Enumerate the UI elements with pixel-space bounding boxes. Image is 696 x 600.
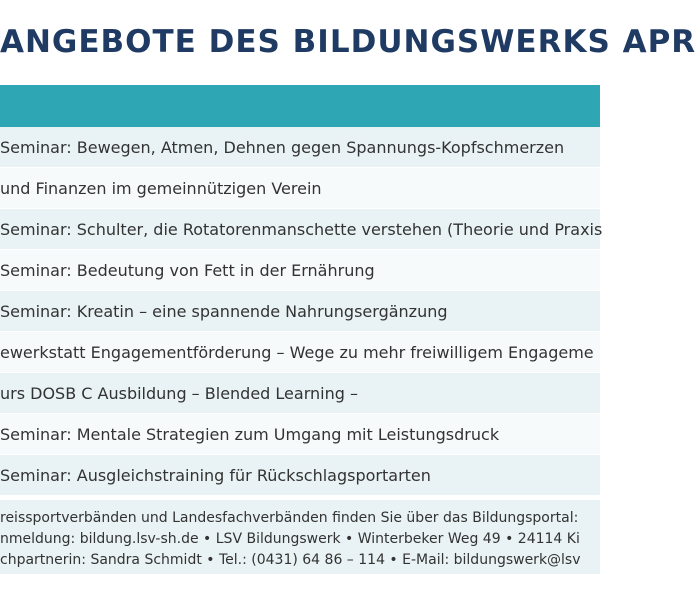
footer-registration-line: nmeldung: bildung.lsv-sh.de • LSV Bildungswerk • Winterbeker Weg 49 • 24114 Ki	[0, 531, 580, 547]
list-item	[0, 373, 600, 414]
course-title: Seminar: Schulter, die Rotatorenmanschette verstehen (Theorie und Praxis	[0, 219, 603, 239]
course-title: urs DOSB C Ausbildung – Blended Learning –	[0, 383, 358, 403]
contact-footer	[0, 500, 600, 574]
course-title: ewerkstatt Engagementförderung – Wege zu mehr freiwilligem Engageme	[0, 342, 594, 362]
list-item	[0, 168, 600, 209]
footer-info-line: reissportverbänden und Landesfachverbänden finden Sie über das Bildungsportal:	[0, 510, 579, 526]
table-header-bar	[0, 85, 600, 127]
course-title: Seminar: Mentale Strategien zum Umgang mit Leistungsdruck	[0, 424, 500, 444]
list-item	[0, 414, 600, 455]
course-title: Seminar: Bedeutung von Fett in der Ernährung	[0, 260, 375, 280]
list-item	[0, 250, 600, 291]
list-item	[0, 127, 600, 168]
course-title: Seminar: Ausgleichstraining für Rückschlagsportarten	[0, 465, 431, 485]
list-item	[0, 332, 600, 373]
page-title: ANGEBOTE DES BILDUNGSWERKS APR	[0, 24, 696, 60]
list-item	[0, 291, 600, 332]
list-item	[0, 209, 603, 250]
course-title: Seminar: Kreatin – eine spannende Nahrungsergänzung	[0, 301, 448, 321]
course-title: Seminar: Bewegen, Atmen, Dehnen gegen Spannungs-Kopfschmerzen	[0, 137, 565, 157]
list-item	[0, 455, 600, 496]
footer-contact-line: chpartnerin: Sandra Schmidt • Tel.: (0431) 64 86 – 114 • E-Mail: bildungswerk@lsv	[0, 552, 581, 568]
course-title: und Finanzen im gemeinnützigen Verein	[0, 178, 322, 198]
course-list	[0, 127, 603, 496]
